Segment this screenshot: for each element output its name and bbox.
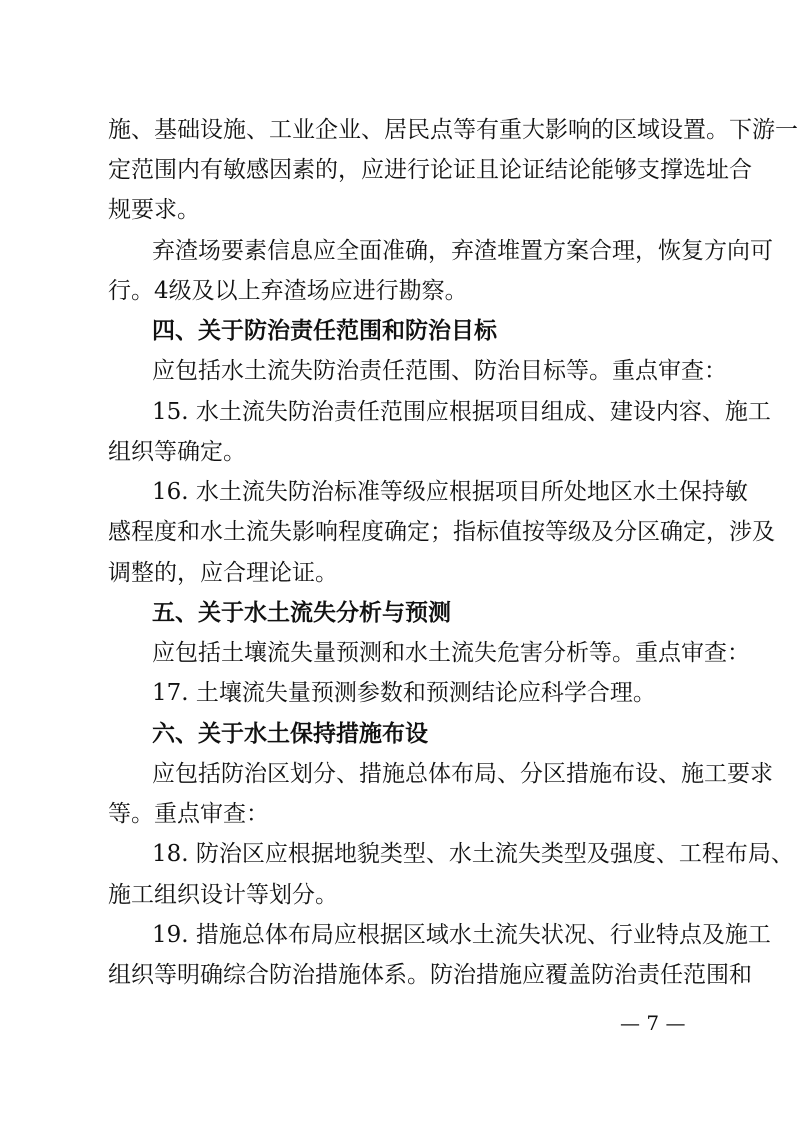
- paragraph-line: 15. 水土流失防治责任范围应根据项目组成、建设内容、施工: [152, 399, 771, 425]
- page-number: — 7 —: [620, 1011, 686, 1035]
- paragraph-line: 组织等明确综合防治措施体系。防治措施应覆盖防治责任范围和: [108, 962, 752, 988]
- paragraph-line: 弃渣场要素信息应全面准确，弃渣堆置方案合理，恢复方向可: [152, 238, 773, 264]
- paragraph-line: 17. 土壤流失量预测参数和预测结论应科学合理。: [152, 680, 656, 706]
- paragraph-line: 16. 水土流失防治标准等级应根据项目所处地区水土保持敏: [152, 479, 748, 505]
- paragraph-line: 应包括土壤流失量预测和水土流失危害分析等。重点审查：: [152, 640, 750, 666]
- section-heading: 四、关于防治责任范围和防治目标: [152, 318, 497, 344]
- paragraph-line: 组织等确定。: [108, 439, 246, 465]
- section-heading: 六、关于水土保持措施布设: [152, 721, 428, 747]
- paragraph-line: 定范围内有敏感因素的，应进行论证且论证结论能够支撑选址合: [108, 157, 752, 183]
- paragraph-line: 18. 防治区应根据地貌类型、水土流失类型及强度、工程布局、: [152, 841, 794, 867]
- paragraph-line: 应包括防治区划分、措施总体布局、分区措施布设、施工要求: [152, 761, 773, 787]
- paragraph-line: 19. 措施总体布局应根据区域水土流失状况、行业特点及施工: [152, 922, 771, 948]
- paragraph-line: 等。重点审查：: [108, 801, 269, 827]
- section-heading: 五、关于水土流失分析与预测: [152, 600, 451, 626]
- paragraph-line: 应包括水土流失防治责任范围、防治目标等。重点审查：: [152, 358, 727, 384]
- paragraph-line: 感程度和水土流失影响程度确定；指标值按等级及分区确定，涉及: [108, 519, 775, 545]
- paragraph-line: 规要求。: [108, 197, 200, 223]
- paragraph-line: 施工组织设计等划分。: [108, 882, 338, 908]
- paragraph-line: 行。4级及以上弃渣场应进行勘察。: [108, 278, 468, 304]
- paragraph-line: 调整的，应合理论证。: [108, 560, 338, 586]
- paragraph-line: 施、基础设施、工业企业、居民点等有重大影响的区域设置。下游一: [108, 117, 798, 143]
